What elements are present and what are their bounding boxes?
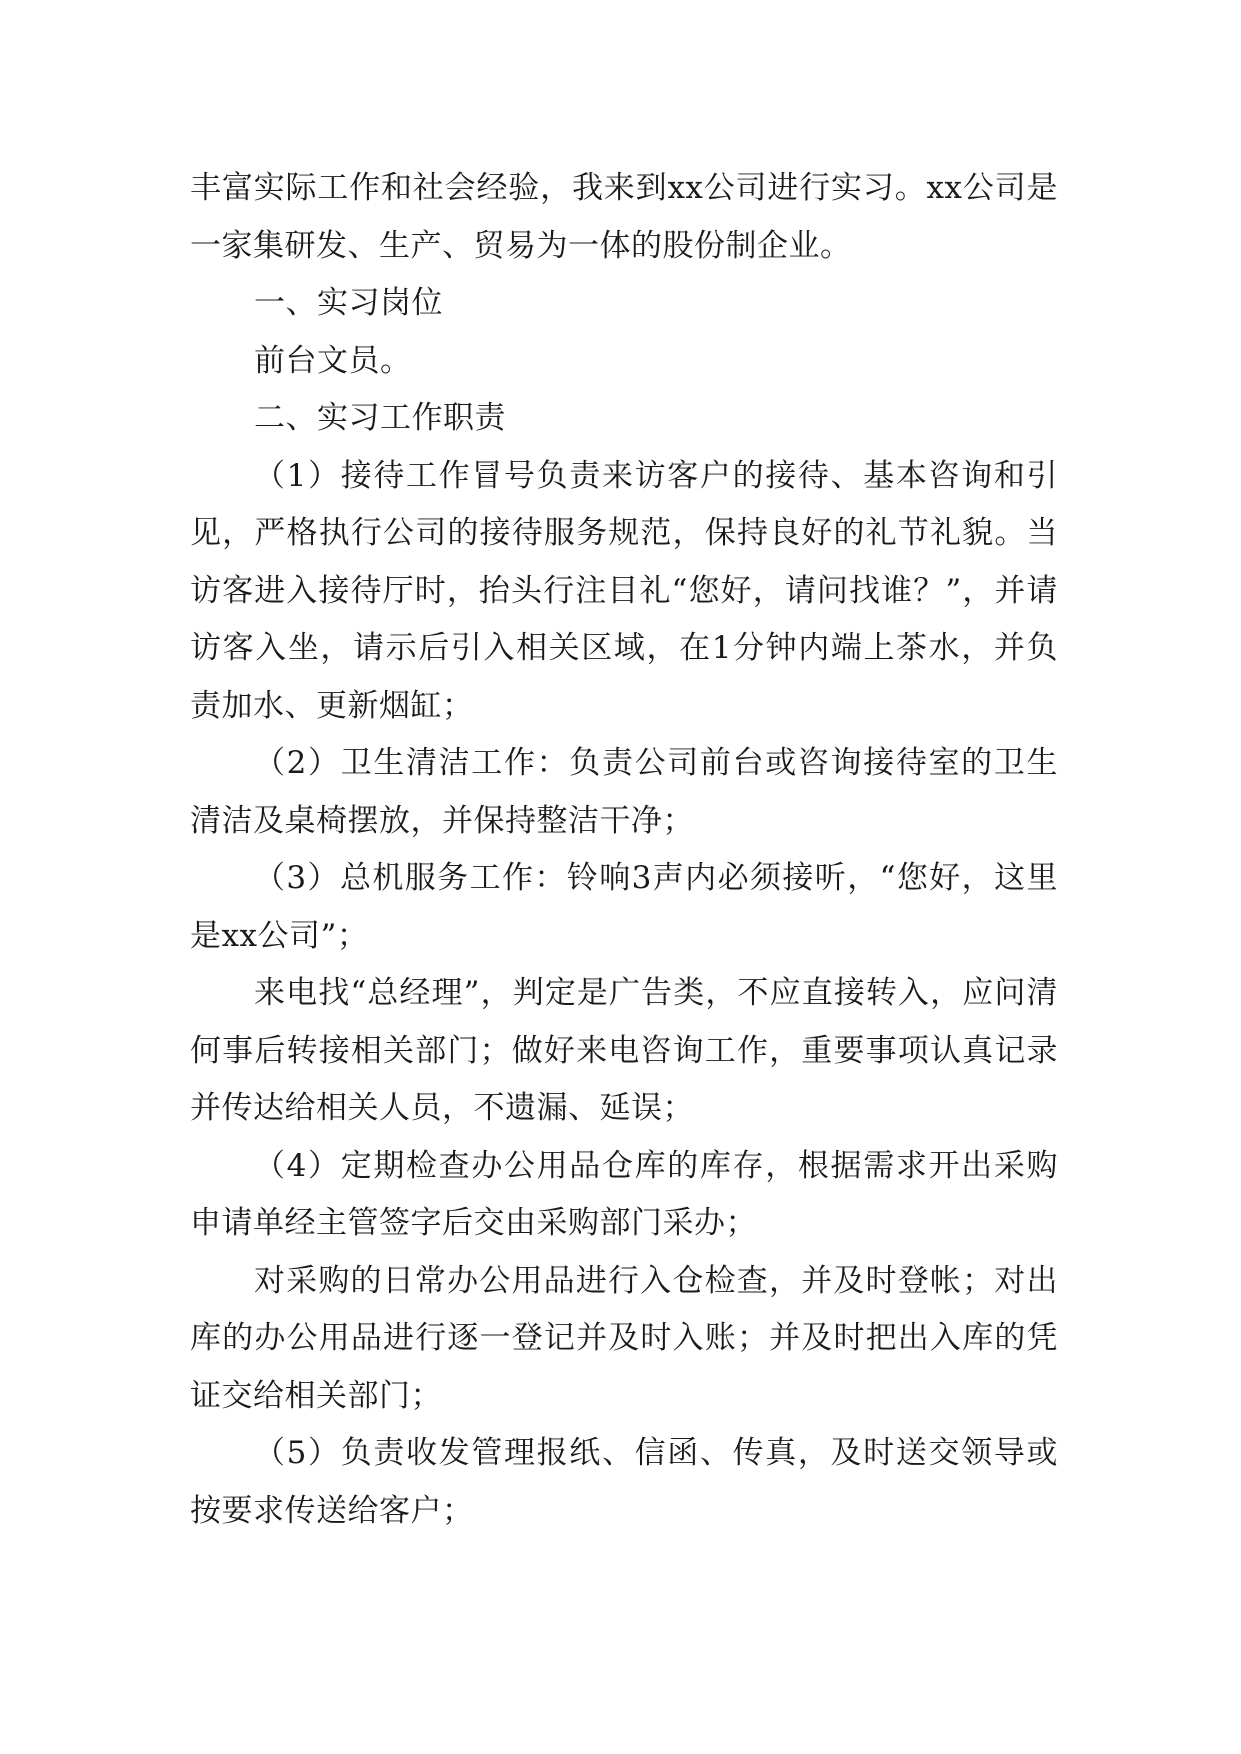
heading-responsibilities: 二、实习工作职责 (254, 400, 506, 436)
paragraph-duty-2: （2）卫生清洁工作：负责公司前台或咨询接待室的卫生清洁及桌椅摆放，并保持整洁干净； (190, 745, 1058, 839)
paragraph-intro: 丰富实际工作和社会经验，我来到xx公司进行实习。xx公司是一家集研发、生产、贸易为一体的股份制企业。 (190, 170, 1058, 264)
paragraph-duty-3-detail: 来电找“总经理”，判定是广告类，不应直接转入，应问清何事后转接相关部门；做好来电咨询工作，重要事项认真记录并传达给相关人员，不遗漏、延误； (190, 975, 1058, 1126)
paragraph-duty-3: （3）总机服务工作：铃响3声内必须接听，“您好，这里是xx公司”； (190, 860, 1058, 954)
paragraph-duty-4: （4）定期检查办公用品仓库的库存，根据需求开出采购申请单经主管签字后交由采购部门采办； (190, 1147, 1058, 1241)
heading-internship-position: 一、实习岗位 (254, 285, 443, 321)
paragraph-position: 前台文员。 (254, 342, 412, 379)
document-body (190, 160, 1058, 1540)
paragraph-duty-4-detail: 对采购的日常办公用品进行入仓检查，并及时登帐；对出库的办公用品进行逐一登记并及时入账；并及时把出入库的凭证交给相关部门； (190, 1262, 1058, 1414)
paragraph-duty-5: （5）负责收发管理报纸、信函、传真，及时送交领导或按要求传送给客户； (190, 1435, 1058, 1529)
paragraph-duty-1: （1）接待工作冒号负责来访客户的接待、基本咨询和引见，严格执行公司的接待服务规范，保持良好的礼节礼貌。当访客进入接待厅时，抬头行注目礼“您好，请问找谁？”，并请访客入坐，请示后引入相关区域，在1分钟内端上茶水，并负责加水、更新烟缸； (190, 457, 1058, 724)
